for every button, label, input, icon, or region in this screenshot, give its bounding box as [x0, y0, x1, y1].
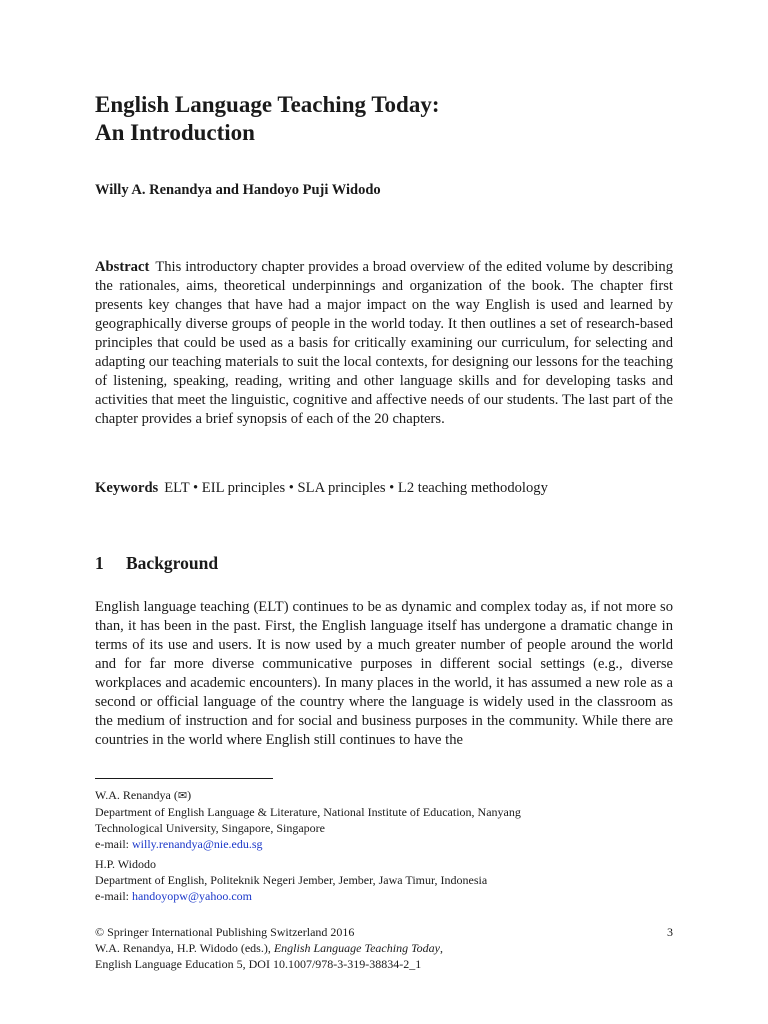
section-title: Background — [126, 553, 219, 573]
email-label: e-mail: — [95, 837, 129, 851]
email-link-renandya[interactable]: willy.renandya@nie.edu.sg — [131, 837, 263, 851]
email-label: e-mail: — [95, 889, 129, 903]
series-doi: English Language Education 5, DOI 10.1007/978-3-319-38834-2_1 — [95, 957, 422, 971]
section-body-text: English language teaching (ELT) continues to be as dynamic and complex today as, if not more so than, it has been in the past. First, the English language itself has undergone a dramatic change in terms of its use and users. It is now used by a much greater number of people around the world and for far more diverse communicative purposes in different social settings (e.g., diverse workplaces and academic encounters). In many places in the world, it has assumed a new role as a second or official language of the country where the language is widely used in the classroom as the medium of instruction and for social and business purposes in the community. While there are countries in the world where English still continues to have the — [95, 599, 673, 748]
abstract — [95, 258, 673, 429]
email-link-widodo[interactable]: handoyopw@yahoo.com — [131, 889, 253, 903]
chapter-title — [95, 91, 440, 147]
envelope-icon: ✉ — [177, 790, 188, 802]
affiliation-name: W.A. Renandya — [95, 788, 171, 802]
affiliation-department: Department of English, Politeknik Negeri Jember, Jember, Jawa Timur, Indonesia — [95, 873, 488, 887]
chapter-title-line-2: An Introduction — [95, 120, 255, 145]
book-title: English Language Teaching Today — [273, 941, 440, 955]
affiliation-department: Department of English Language & Literature, National Institute of Education, Nanyang — [95, 805, 521, 819]
chapter-title-line-1: English Language Teaching Today: — [95, 92, 440, 117]
citation-line: W.A. Renandya, H.P. Widodo (eds.), English Language Teaching Today, — [95, 941, 443, 955]
keywords-text: ELT • EIL principles • SLA principles • L2 teaching methodology — [164, 480, 548, 496]
abstract-label: Abstract — [95, 259, 150, 275]
affiliation-widodo — [95, 856, 673, 904]
editors: W.A. Renandya, H.P. Widodo (eds.), — [95, 941, 271, 955]
abstract-text: This introductory chapter provides a broad overview of the edited volume by describing the rationales, aims, theoretical underpinnings and organization of the book. The chapter first presents key changes that have had a major impact on the way English is used and learned by geographically diverse groups of people in the world today. It then outlines a set of research-based principles that could be used as a basis for critically examining our curriculum, for selecting and adapting our teaching materials to suit the local contexts, for designing our lessons for the teaching of listening, speaking, reading, writing and other language skills and for developing tasks and activities that meet the linguistic, cognitive and affective needs of our students. The last part of the chapter provides a brief synopsis of each of the 20 chapters. — [95, 259, 673, 427]
affiliation-name: H.P. Widodo — [95, 857, 156, 871]
copyright-notice: © Springer International Publishing Switzerland 2016 — [95, 925, 355, 939]
author-list: Willy A. Renandya and Handoyo Puji Widodo — [95, 182, 381, 198]
page-number: 3 — [667, 925, 673, 939]
keywords-label: Keywords — [95, 480, 159, 496]
affiliation-institution: Technological University, Singapore, Singapore — [95, 821, 325, 835]
page-footer — [95, 924, 673, 972]
section-heading — [95, 553, 218, 574]
section-number: 1 — [95, 553, 104, 573]
footnote-divider — [95, 778, 273, 779]
keywords — [95, 479, 548, 498]
affiliation-renandya: W.A. Renandya (✉) Department of English Language & Literature, National Institute of Education, Nanyang Technological University, Singapore, Singapore e-mail: willy.renandya@nie.edu.sg — [95, 787, 673, 852]
